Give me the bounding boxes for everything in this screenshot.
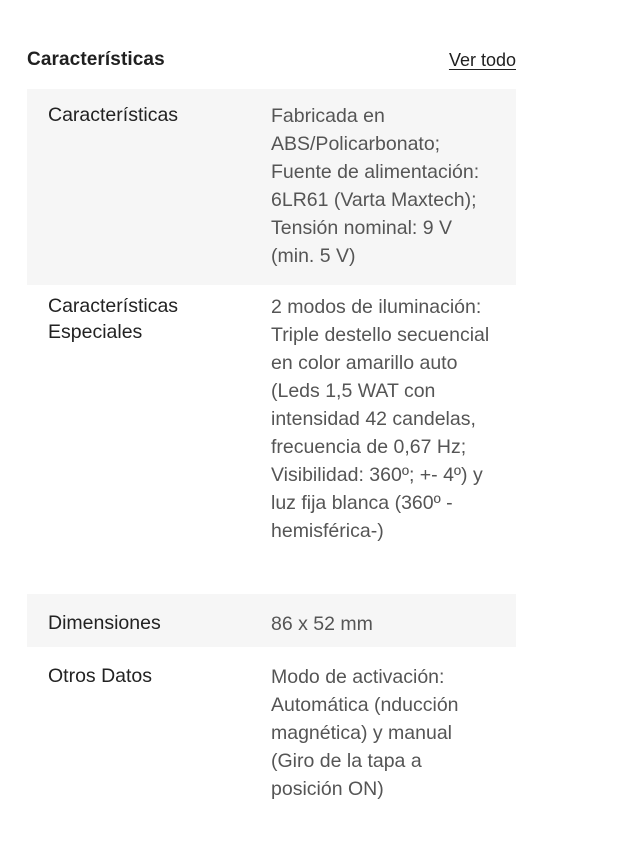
row-value: Fabricada en ABS/Policarbonato; Fuente de alimentación: 6LR61 (Varta Maxtech); Tensión nominal: 9 V (min. 5 V) — [271, 105, 480, 267]
table-row — [27, 647, 516, 807]
row-value: 2 modos de iluminación: Triple destello secuencial en color amarillo auto (Leds 1,5 WAT con intensidad 42 candelas, frecuencia de 0,67 Hz; Visibilidad: 360º; +- 4º) y luz fija blanca (360º - hemisférica-) — [271, 296, 490, 542]
table-row — [27, 285, 516, 594]
table-row — [27, 594, 516, 647]
row-label: Otros Datos — [48, 665, 153, 687]
row-label: Dimensiones — [48, 612, 161, 634]
characteristics-table — [27, 89, 516, 807]
row-value: 86 x 52 mm — [271, 613, 373, 635]
see-all-link[interactable]: Ver todo — [448, 49, 516, 70]
row-label: Características Especiales — [48, 295, 179, 343]
section-header — [27, 44, 516, 76]
row-label: Características — [48, 104, 179, 126]
table-row — [27, 89, 516, 285]
row-value: Modo de activación: Automática (nducción magnética) y manual (Giro de la tapa a posición ON) — [271, 666, 459, 800]
section-title: Características — [27, 49, 165, 70]
